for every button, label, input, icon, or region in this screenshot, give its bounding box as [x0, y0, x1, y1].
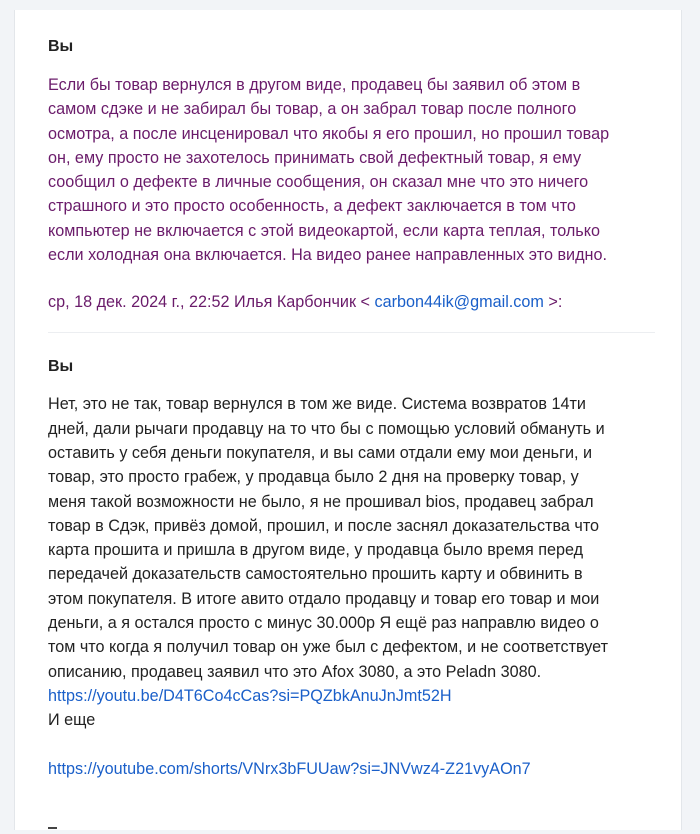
body-line: дней, дали рычаги продавцу на то что бы с помощью условий обмануть и: [48, 419, 605, 438]
body-line: описанию, продавец заявил что это Afox 3080, а это Peladn 3080.: [48, 662, 542, 681]
sender-name: Вы: [48, 358, 74, 376]
sender-email-link[interactable]: carbon44ik@gmail.com: [374, 293, 544, 312]
body-line: он, ему просто не захотелось принимать свой дефектный товар, я ему: [48, 148, 582, 167]
body-line: меня такой возможности не было, я не прошивал bios, продавец забрал: [48, 492, 594, 511]
body-line: И еще: [48, 711, 96, 730]
message-2: [15, 333, 681, 781]
body-line: Нет, это не так, товар вернулся в том же виде. Система возвратов 14ти: [48, 395, 586, 414]
sender-name: Вы: [48, 38, 74, 55]
body-line: этом покупателя. В итоге авито отдало продавцу и товар его товар и мои: [48, 589, 600, 608]
blank-line: [48, 733, 655, 757]
body-line: Если бы товар вернулся в другом виде, продавец бы заявил об этом в: [48, 76, 581, 94]
body-line: самом сдэке и не забирал бы товар, а он забрал товар после полного: [48, 100, 577, 119]
email-thread-panel: [14, 10, 682, 830]
quote-header-suffix: >:: [543, 293, 563, 312]
body-line: карта прошита и пришла в другом виде, у продавца было время перед: [48, 541, 584, 560]
body-line: если холодная она включается. На видео ранее направленных это видно.: [48, 246, 607, 265]
youtube-link-1[interactable]: https://youtu.be/D4T6Co4cCas?si=PQZbkAnuJnJmt52H: [48, 686, 452, 705]
body-line: товар в Сдэк, привёз домой, прошил, и после заснял доказательства что: [48, 516, 600, 535]
truncation-mark: [48, 827, 57, 829]
body-line: передачей доказательств самостоятельно прошить карту и обвинить в: [48, 565, 583, 584]
quote-header: [48, 290, 655, 314]
quoted-message-body: [48, 73, 655, 267]
body-line: деньги, а я остался просто с минус 30.000р Я ещё раз направлю видео о: [48, 614, 599, 633]
body-line: товар, это просто грабеж, у продавца было 2 дня на проверку товар, у: [48, 468, 579, 487]
youtube-link-2[interactable]: https://youtube.com/shorts/VNrx3bFUUaw?si=JNVwz4-Z21vyAOn7: [48, 759, 531, 778]
body-line: осмотра, а после инсценировал что якобы я его прошил, но прошил товар: [48, 124, 610, 143]
body-line: сообщил о дефекте в личные сообщения, он сказал мне что это ничего: [48, 173, 589, 192]
body-line: оставить у себя деньги покупателя, и вы сами отдали ему мои деньги, и: [48, 443, 593, 462]
quote-header-date-author: ср, 18 дек. 2024 г., 22:52 Илья Карбончик <: [48, 293, 375, 312]
body-line: том что когда я получил товар он уже был с дефектом, и не соответствует: [48, 638, 609, 657]
body-line: страшного и это просто особенность, а дефект заключается в том что: [48, 197, 576, 216]
message-body: [48, 392, 655, 781]
body-line: компьютер не включается с этой видеокартой, если карта теплая, только: [48, 221, 600, 240]
message-1: [15, 10, 681, 314]
